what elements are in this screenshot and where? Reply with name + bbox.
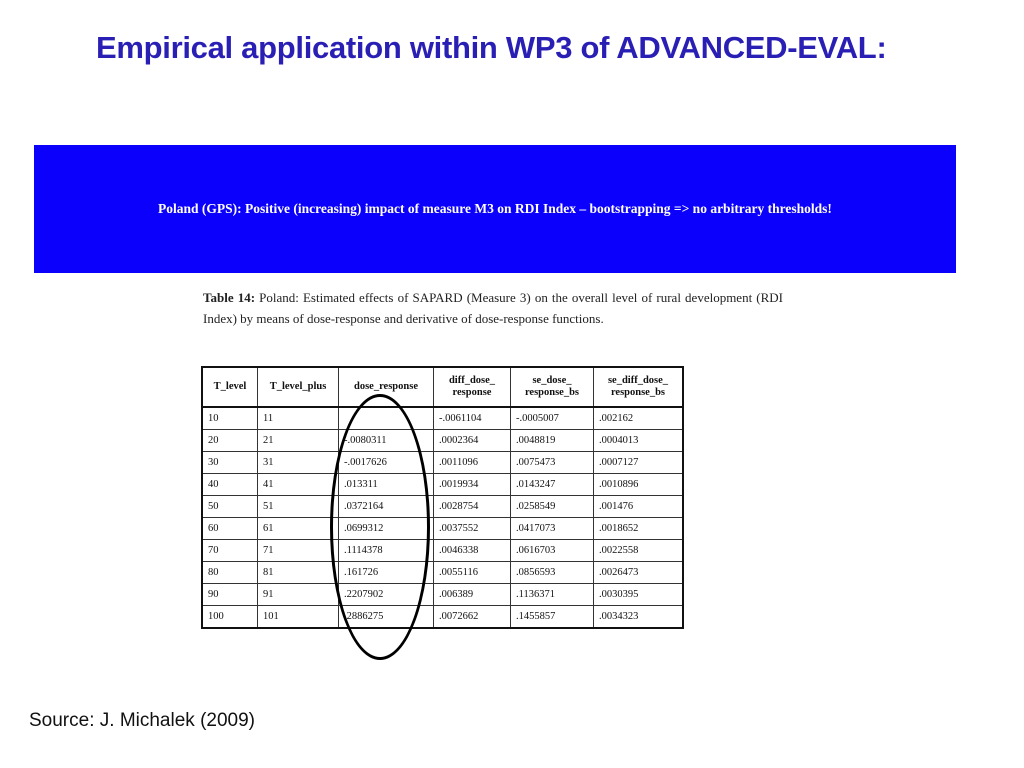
table-caption: [203, 287, 783, 329]
table-cell: 70: [202, 540, 258, 562]
table-cell: 21: [258, 430, 339, 452]
table-cell: .0417073: [511, 518, 594, 540]
table-row: [202, 584, 683, 606]
table-cell: 31: [258, 452, 339, 474]
table-cell: .0143247: [511, 474, 594, 496]
table-cell: [339, 407, 434, 430]
table-cell: .0028754: [434, 496, 511, 518]
table-cell: .0372164: [339, 496, 434, 518]
table-cell: .001476: [594, 496, 684, 518]
table-cell: 30: [202, 452, 258, 474]
table-cell: .0699312: [339, 518, 434, 540]
table-cell: 51: [258, 496, 339, 518]
table-cell: 61: [258, 518, 339, 540]
table-cell: .0026473: [594, 562, 684, 584]
table-header-row: [202, 367, 683, 407]
table-cell: .0856593: [511, 562, 594, 584]
table-cell: .1455857: [511, 606, 594, 629]
table-cell: 20: [202, 430, 258, 452]
table-cell: 11: [258, 407, 339, 430]
table-cell: 91: [258, 584, 339, 606]
table-cell: .0034323: [594, 606, 684, 629]
table-cell: .0002364: [434, 430, 511, 452]
table-cell: 101: [258, 606, 339, 629]
table-cell: .0075473: [511, 452, 594, 474]
table-cell: .013311: [339, 474, 434, 496]
table-cell: 40: [202, 474, 258, 496]
table-cell: .0072662: [434, 606, 511, 629]
table-row: [202, 606, 683, 629]
table-row: [202, 452, 683, 474]
table-cell: 81: [258, 562, 339, 584]
results-table: [201, 366, 684, 629]
header-t-level: T_level: [202, 367, 258, 407]
table-cell: .0022558: [594, 540, 684, 562]
table-cell: 41: [258, 474, 339, 496]
table-cell: .2886275: [339, 606, 434, 629]
table-row: [202, 540, 683, 562]
table-row: [202, 430, 683, 452]
table-cell: 80: [202, 562, 258, 584]
table-row: [202, 518, 683, 540]
header-se-diff-dose-response-bs: se_diff_dose_ response_bs: [594, 367, 684, 407]
highlight-banner: [34, 145, 956, 273]
table-cell: .006389: [434, 584, 511, 606]
table-row: [202, 474, 683, 496]
table-cell: .0048819: [511, 430, 594, 452]
table-cell: .0616703: [511, 540, 594, 562]
table-caption-text: Poland: Estimated effects of SAPARD (Measure 3) on the overall level of rural development (RDI Index) by means of dose-response and derivative of dose-response functions.: [203, 290, 784, 326]
slide-title: Empirical application within WP3 of ADVANCED-EVAL:: [96, 30, 887, 65]
table-cell: -.0061104: [434, 407, 511, 430]
header-dose-response: dose_response: [339, 367, 434, 407]
table-cell: .161726: [339, 562, 434, 584]
table-row: [202, 496, 683, 518]
table-body: [202, 407, 683, 628]
header-se-dose-response-bs: se_dose_ response_bs: [511, 367, 594, 407]
table-cell: .0004013: [594, 430, 684, 452]
table-cell: 100: [202, 606, 258, 629]
table-cell: .0011096: [434, 452, 511, 474]
table-cell: .002162: [594, 407, 684, 430]
table-cell: .0018652: [594, 518, 684, 540]
table-cell: -.0080311: [339, 430, 434, 452]
table-cell: .1114378: [339, 540, 434, 562]
banner-text: Poland (GPS): Positive (increasing) impact of measure M3 on RDI Index – bootstrapping => no arbitrary thresholds!: [158, 201, 832, 216]
table-cell: .0007127: [594, 452, 684, 474]
table-cell: 50: [202, 496, 258, 518]
table-cell: 60: [202, 518, 258, 540]
table-row: [202, 407, 683, 430]
source-citation: Source: J. Michalek (2009): [29, 710, 255, 731]
header-t-level-plus: T_level_plus: [258, 367, 339, 407]
table-caption-label: Table 14:: [203, 290, 256, 305]
table-cell: .0019934: [434, 474, 511, 496]
table-cell: .0055116: [434, 562, 511, 584]
table-cell: -.0017626: [339, 452, 434, 474]
table-cell: 10: [202, 407, 258, 430]
table-cell: .1136371: [511, 584, 594, 606]
table-cell: .0258549: [511, 496, 594, 518]
header-diff-dose-response: diff_dose_ response: [434, 367, 511, 407]
table-cell: .0010896: [594, 474, 684, 496]
table-row: [202, 562, 683, 584]
table-cell: 71: [258, 540, 339, 562]
table-cell: .0037552: [434, 518, 511, 540]
table-cell: .2207902: [339, 584, 434, 606]
table-cell: -.0005007: [511, 407, 594, 430]
table-cell: .0030395: [594, 584, 684, 606]
table-cell: 90: [202, 584, 258, 606]
table-cell: .0046338: [434, 540, 511, 562]
